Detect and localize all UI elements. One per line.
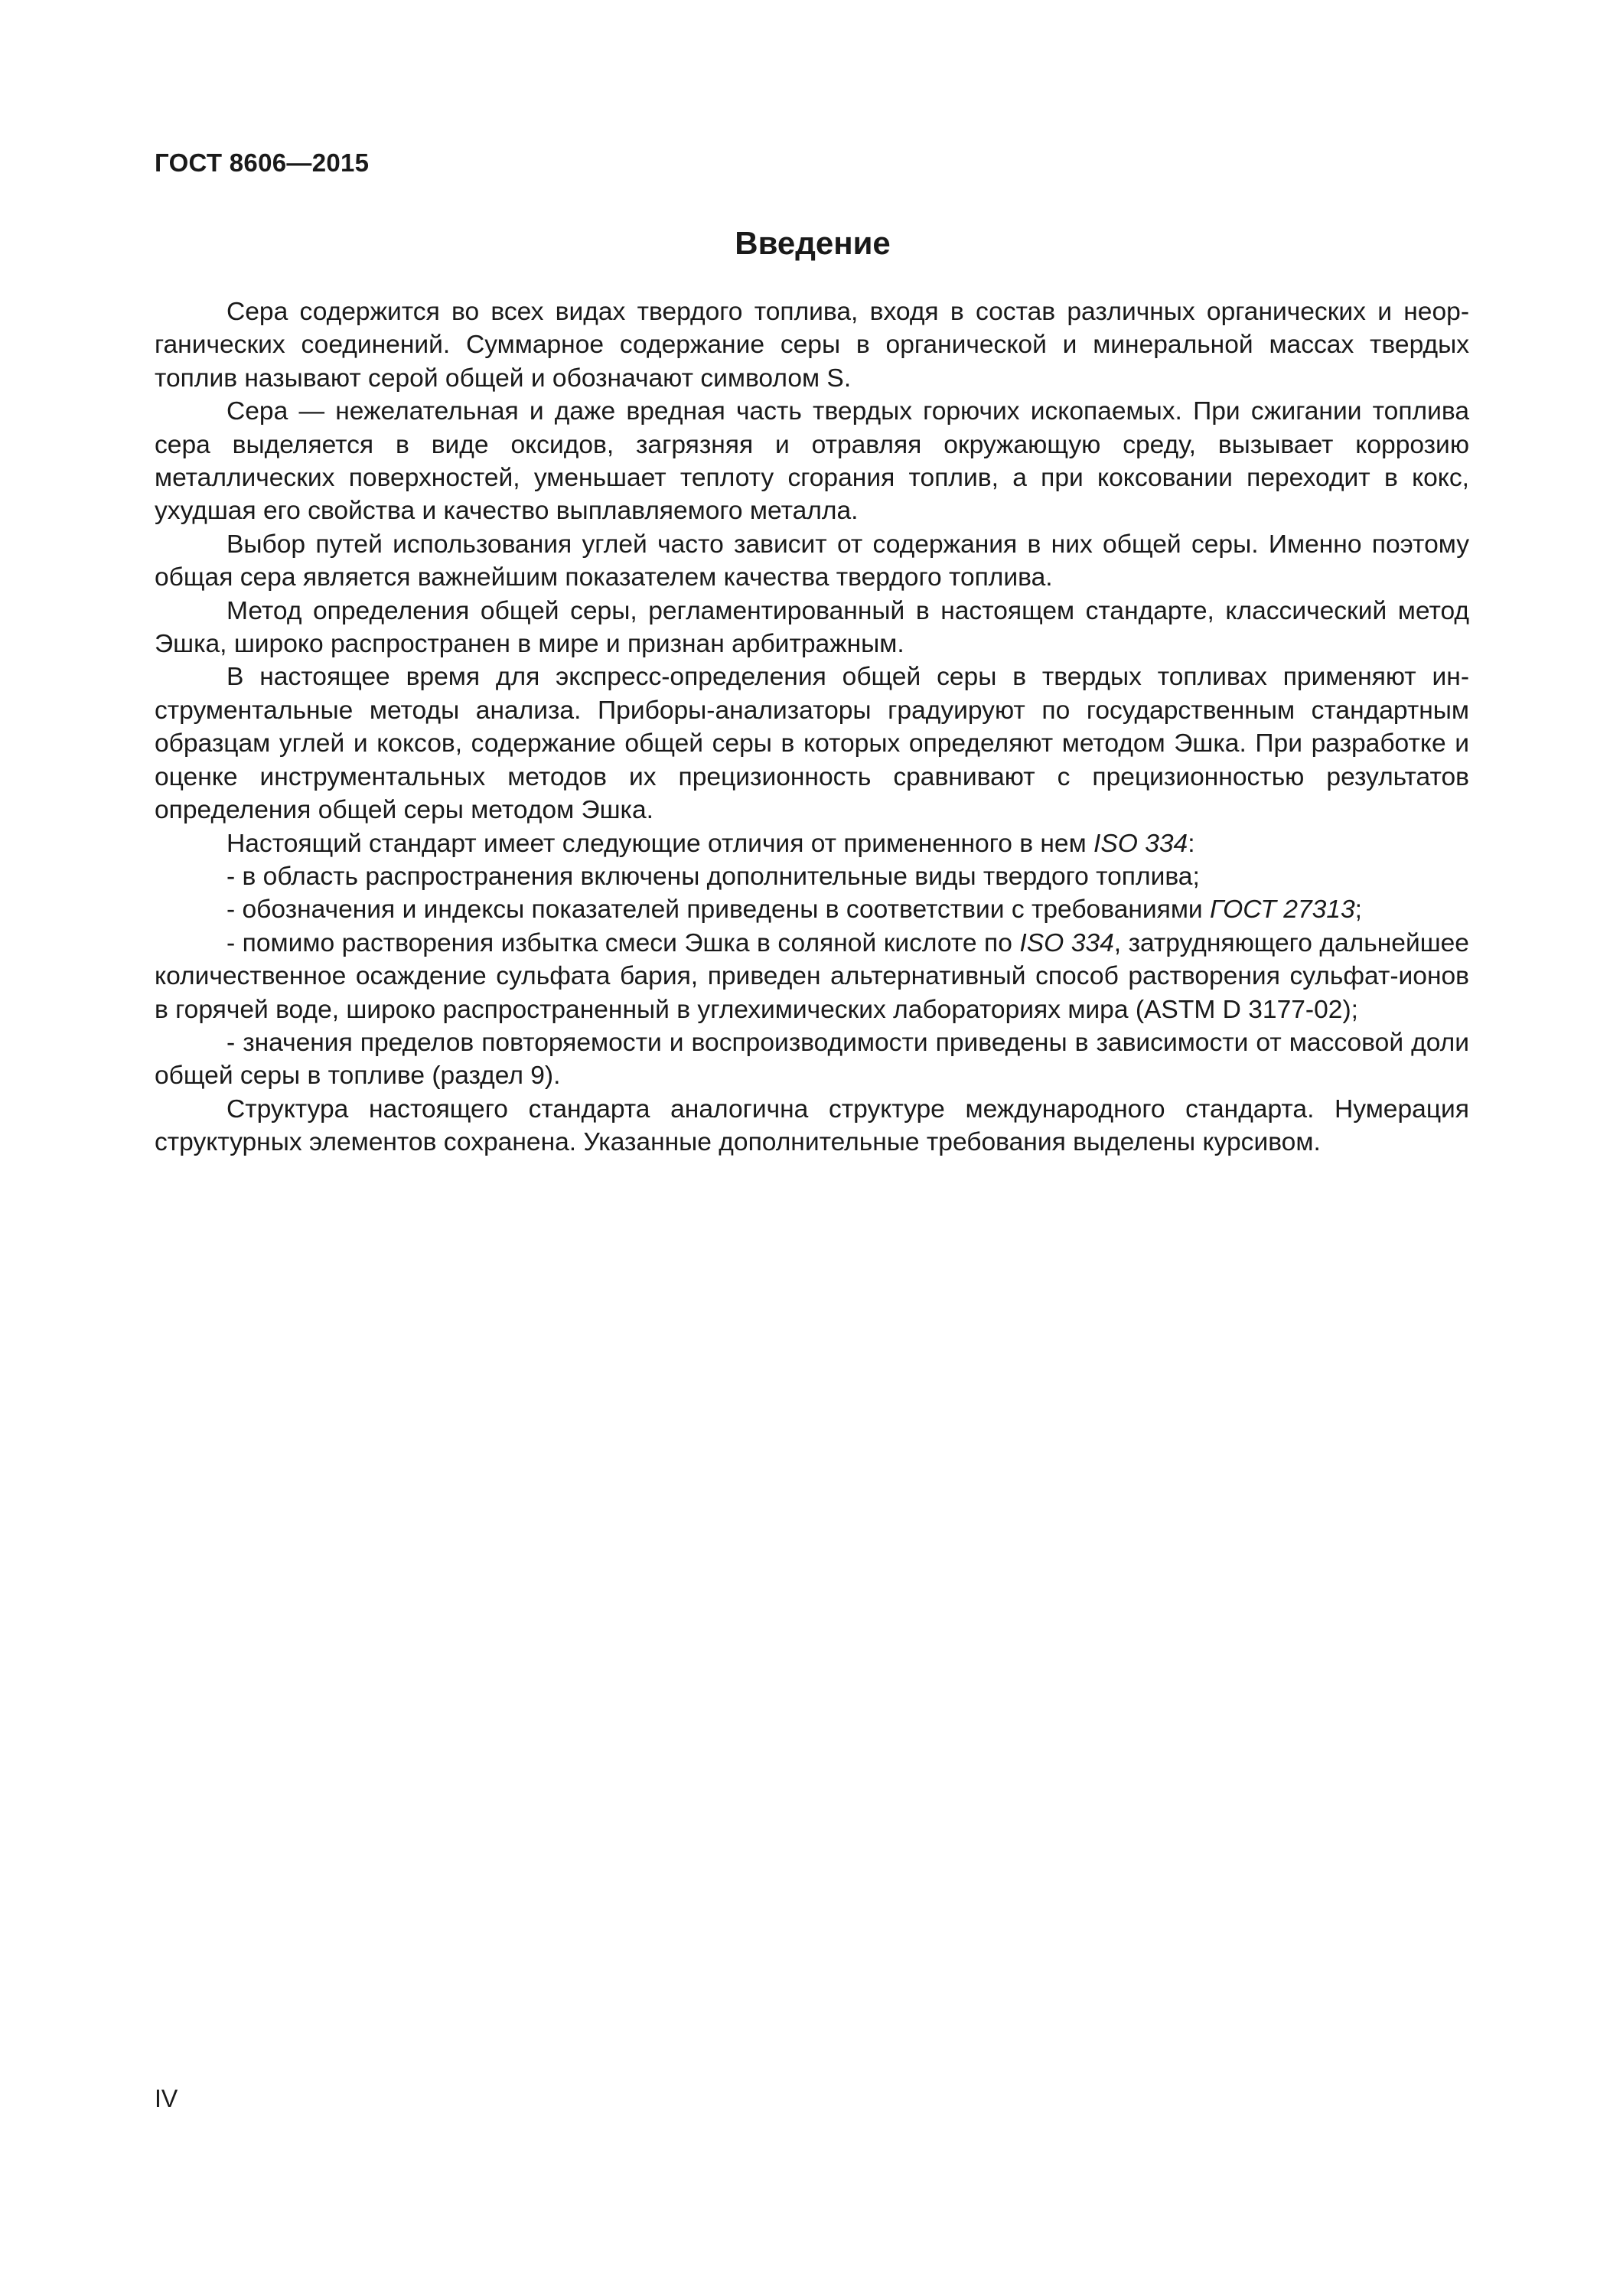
list-item: - значения пределов повторяемости и воспроизводимости приведены в зависимости от массовой доли общей серы в топливе (раздел 9). (155, 1028, 1469, 1091)
paragraph: Метод определения общей серы, регламентированный в настоящем стандарте, классический метод Эшка, широко распространен в мире и признан арбитражным. (155, 596, 1469, 659)
standard-reference: ISO 334 (1093, 829, 1188, 858)
standard-reference: ISO 334 (1019, 928, 1114, 957)
paragraph: Выбор путей использования углей часто зависит от содержания в них общей серы. Именно поэтому общая сера является важнейшим показателем качества твердого топлива. (155, 530, 1469, 592)
text-span: - обозначения и индексы показателей приведены в соответствии с требованиями (227, 895, 1211, 925)
text-span: , затрудняющего дальнейшее количественное осаждение сульфата бария, приведен альтернативный способ растворения сульфат-ионов в горячей воде, широко распространенный в углехимических лабораториях мира (ASTM D 3177-02); (155, 928, 1469, 1024)
page-number: IV (155, 2085, 178, 2112)
paragraph: В настоящее время для экспресс-определения общей серы в твердых топливах применяют инструментальные методы анализа. Приборы-анализаторы градуируют по государственным стандартным образцам углей и коксов, содержание общей серы в которых определяют методом Эшка. При разработке и оценке инструментальных методов их прецизионность сравнивают с прецизионностью результатов определения общей серы методом Эшка. (155, 663, 1469, 825)
standard-reference: ГОСТ 27313 (1210, 895, 1355, 925)
text-span: : (1188, 829, 1195, 858)
list-item: - в область распространения включены дополнительные виды твердого топлива; (227, 862, 1200, 891)
document-header: ГОСТ 8606—2015 (155, 148, 370, 177)
text-span: ; (1354, 895, 1362, 925)
paragraph: Структура настоящего стандарта аналогична структуре международного стандарта. Нумерация структурных элементов сохранена. Указанные дополнительные требования выделены курсивом. (155, 1094, 1469, 1157)
section-title: Введение (735, 225, 891, 261)
text-span: - помимо растворения избытка смеси Эшка в соляной кислоте по (227, 928, 1020, 957)
list-item (155, 927, 1469, 1026)
text-span: Настоящий стандарт имеет следующие отличия от примененного в нем (227, 829, 1094, 858)
list-item (155, 893, 1469, 926)
paragraph-differences-intro (155, 827, 1469, 860)
introduction-body (155, 295, 1469, 1159)
paragraph: Сера — нежелательная и даже вредная часть твердых горючих ископаемых. При сжигании топлива сера выделяется в виде оксидов, загрязняя и отравляя окружающую среду, вызывает коррозию металлических поверхностей, уменьшает теплоту сгорания топлив, а при коксовании переходит в кокс, ухудшая его свойства и качество выплавляемого металла. (155, 397, 1469, 526)
paragraph: Сера содержится во всех видах твердого топлива, входя в состав различных органических и неорганических соединений. Суммарное содержание серы в органической и минеральной массах твердых топлив называют серой общей и обозначают символом S. (155, 298, 1469, 393)
